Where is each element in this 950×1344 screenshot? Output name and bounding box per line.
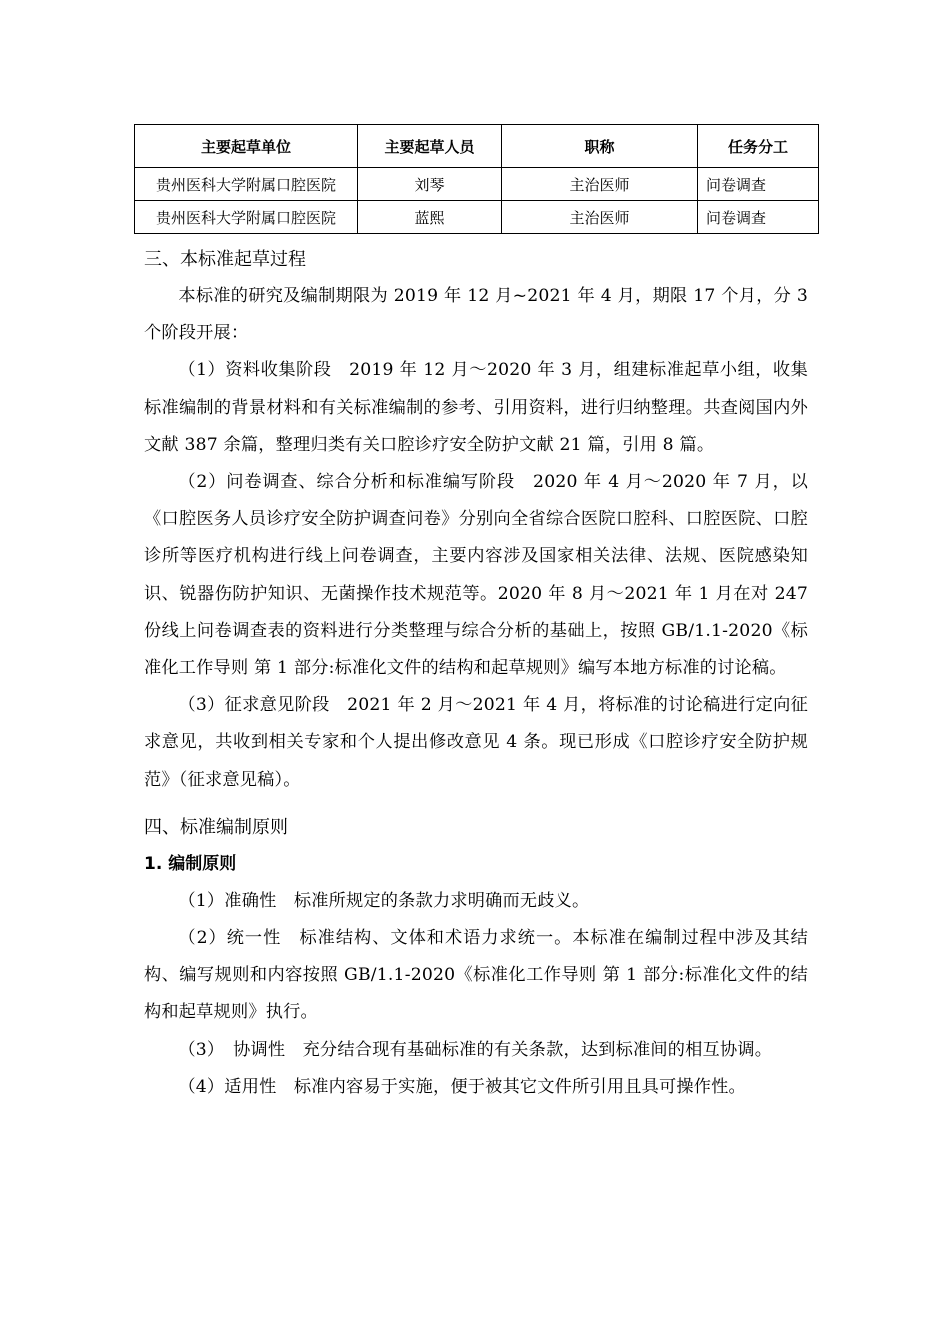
section-3-heading: 三、本标准起草过程: [144, 249, 306, 270]
cell-unit: 贵州医科大学附属口腔医院: [135, 201, 358, 234]
cell-task: 问卷调查: [698, 201, 819, 234]
spacer: [144, 799, 808, 809]
header-title: 职称: [502, 125, 698, 168]
cell-title: 主治医师: [502, 168, 698, 201]
cell-task: 问卷调查: [698, 168, 819, 201]
document-body: [144, 241, 808, 1106]
section-4-subheading: 1. 编制原则: [144, 853, 237, 874]
stage-3-paragraph: （3）征求意见阶段 2021 年 2 月～2021 年 4 月，将标准的讨论稿进行定向征求意见，共收到相关专家和个人提出修改意见 4 条。现已形成《口腔诊疗安全防护规范》（征求意见稿）。: [144, 695, 808, 790]
table-header-row: [135, 125, 819, 168]
principle-unity: （2）统一性 标准结构、文体和术语力求统一。本标准在编制过程中涉及其结构、编写规则和内容按照 GB/1.1-2020《标准化工作导则 第 1 部分:标准化文件的结构和起草规则》执行。: [144, 928, 808, 1023]
header-drafters: 主要起草人员: [358, 125, 502, 168]
stage-1-paragraph: （1）资料收集阶段 2019 年 12 月～2020 年 3 月，组建标准起草小组，收集标准编制的背景材料和有关标准编制的参考、引用资料，进行归纳整理。共查阅国内外文献 387 余篇，整理归类有关口腔诊疗安全防护文献 21 篇，引用 8 篇。: [144, 360, 808, 455]
section-4-heading: 四、标准编制原则: [144, 816, 288, 838]
table-row: [135, 201, 819, 234]
cell-drafter: 蓝熙: [358, 201, 502, 234]
section-3-intro: 本标准的研究及编制期限为 2019 年 12 月~2021 年 4 月，期限 17 个月，分 3 个阶段开展：: [144, 286, 808, 344]
table-row: [135, 168, 819, 201]
drafting-team-table: [134, 124, 819, 234]
stage-2-paragraph: （2）问卷调查、综合分析和标准编写阶段 2020 年 4 月～2020 年 7 月，以《口腔医务人员诊疗安全防护调查问卷》分别向全省综合医院口腔科、口腔医院、口腔诊所等医疗机构进行线上问卷调查，主要内容涉及国家相关法律、法规、医院感染知识、锐器伤防护知识、无菌操作技术规范等。2020 年 8 月～2021 年 1 月在对 247 份线上问卷调查表的资料进行分类整理与综合分析的基础上，按照 GB/1.1-2020《标准化工作导则 第 1 部分:标准化文件的结构和起草规则》编写本地方标准的讨论稿。: [144, 472, 808, 679]
header-drafting-unit: 主要起草单位: [135, 125, 358, 168]
cell-unit: 贵州医科大学附属口腔医院: [135, 168, 358, 201]
cell-title: 主治医师: [502, 201, 698, 234]
cell-drafter: 刘琴: [358, 168, 502, 201]
header-task: 任务分工: [698, 125, 819, 168]
principle-coordination: （3） 协调性 充分结合现有基础标准的有关条款，达到标准间的相互协调。: [178, 1039, 773, 1060]
principle-accuracy: （1）准确性 标准所规定的条款力求明确而无歧义。: [178, 890, 590, 911]
principle-applicability: （4）适用性 标准内容易于实施，便于被其它文件所引用且具可操作性。: [178, 1076, 746, 1097]
